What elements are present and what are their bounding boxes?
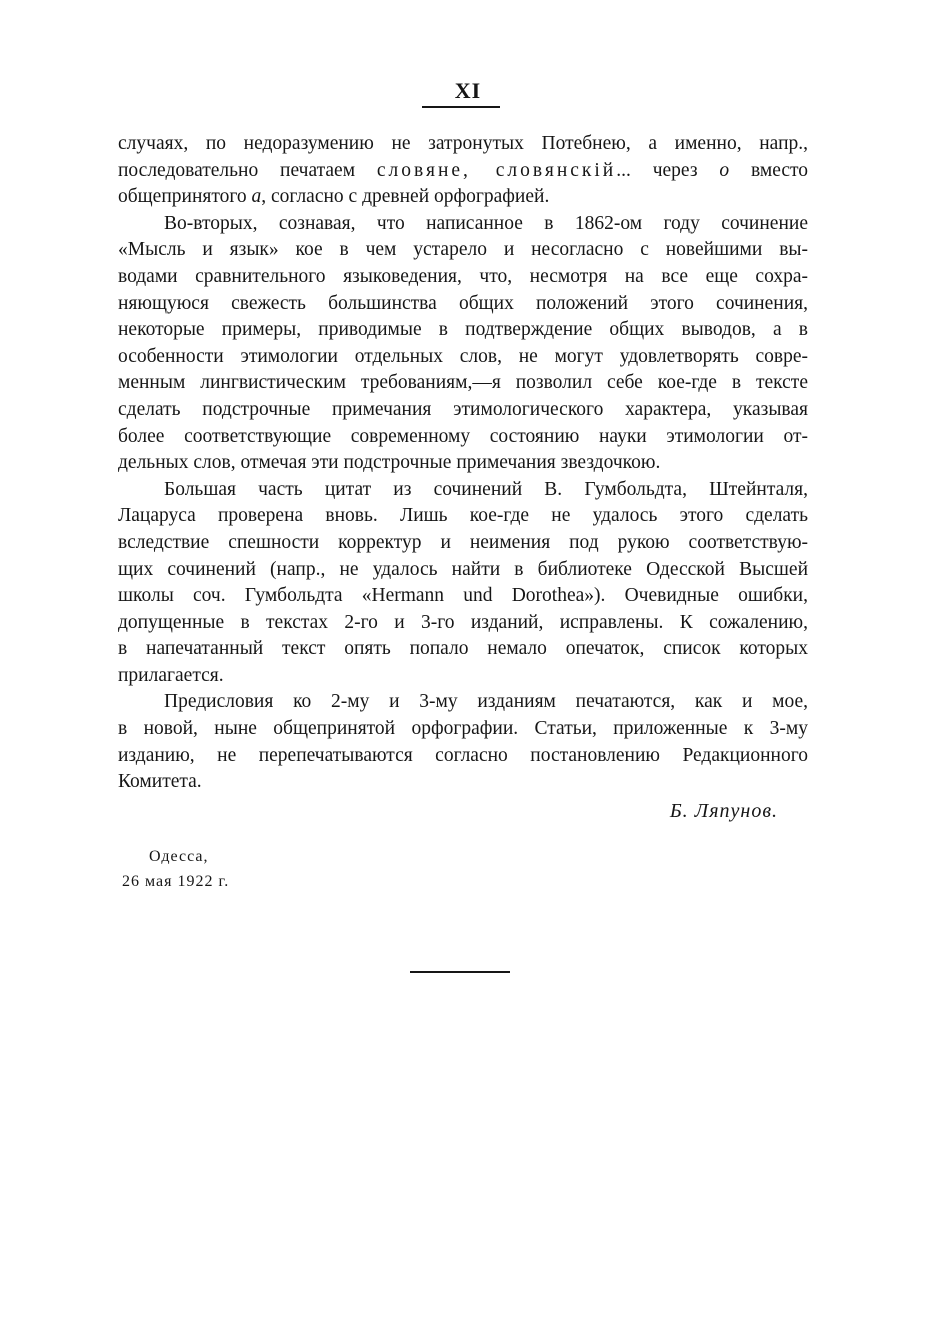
spaced-word: словяне, словянскій: [376, 159, 617, 181]
signature: Б. Ляпунов.: [669, 800, 778, 822]
paragraph-2-line: няющуюся свежесть большинства общих положений этого сочинения,: [118, 292, 808, 314]
body-text: [118, 131, 808, 796]
paragraph-2-line: водами сравнительного языковедения, что, несмотря на все еще сохра-: [118, 265, 808, 287]
text-run: вместо: [729, 159, 808, 181]
paragraph-4-line: в новой, ныне общепринятой орфографии. Статьи, приложенные к 3-му: [118, 718, 808, 740]
paragraph-3-line: в напечатанный текст опять попало немало опечаток, список которых: [118, 638, 808, 660]
paragraph-3-line: Лацаруса проверена вновь. Лишь кое-где не удалось этого сделать: [118, 505, 808, 527]
place-line: Одесса,: [149, 848, 209, 865]
text-run: ... через: [616, 159, 720, 181]
paragraph-3-line: допущенные в текстах 2-го и 3-го изданий, исправлены. К сожалению,: [118, 611, 808, 633]
paragraph-3-line: прилагается.: [118, 664, 224, 686]
paragraph-4-line: изданию, не перепечатываются согласно постановлению Редакционного: [118, 744, 808, 766]
paragraph-2-line: некоторые примеры, приводимые в подтверждение общих выводов, а в: [118, 319, 808, 341]
paragraph-2-line: менным лингвистическим требованиям,—я позволил себе кое-где в тексте: [118, 372, 808, 394]
page-number-rule: [422, 106, 500, 108]
paragraph-2-line: «Мысль и язык» кое в чем устарело и несогласно с новейшими вы-: [118, 239, 808, 261]
paragraph-3-line: щих сочинений (напр., не удалось найти в библиотеке Одесской Высшей: [118, 558, 808, 580]
page-number: XI: [454, 78, 482, 103]
end-rule: [410, 971, 510, 973]
paragraph-1-line: случаях, по недоразумению не затронутых Потебнею, а именно, напр.,: [118, 133, 808, 154]
paragraph-2-line: Во-вторых, сознавая, что написанное в 1862-ом году сочинение: [164, 212, 808, 234]
paragraph-2-line: сделать подстрочные примечания этимологического характера, указывая: [118, 398, 808, 420]
paragraph-1-line: [118, 184, 808, 211]
date-line: 26 мая 1922 г.: [122, 873, 230, 890]
paragraph-2-line: более соответствующие современному состоянию науки этимологии от-: [118, 425, 808, 447]
italic-letter: а: [251, 186, 262, 208]
text-run: последовательно печатаем: [118, 159, 377, 181]
paragraph-2-line: дельных слов, отмечая эти подстрочные примечания звездочкою.: [118, 452, 661, 474]
paragraph-1-line: [118, 158, 808, 185]
text-run: общепринятого: [118, 186, 252, 208]
paragraph-3-line: школы соч. Гумбольдта «Hermann und Dorothea»). Очевидные ошибки,: [118, 585, 808, 607]
text-run: , согласно с древней орфографией.: [261, 186, 550, 208]
paragraph-2-line: особенности этимологии отдельных слов, не могут удовлетворять совре-: [118, 345, 808, 367]
paragraph-3-line: Большая часть цитат из сочинений В. Гумбольдта, Штейнталя,: [164, 478, 808, 500]
paragraph-3-line: вследствие спешности корректур и неимения под рукою соответствую-: [118, 531, 808, 553]
italic-letter: о: [719, 159, 730, 181]
paragraph-4-line: Предисловия ко 2-му и 3-му изданиям печатаются, как и мое,: [164, 691, 808, 713]
paragraph-4-line: Комитета.: [118, 771, 202, 793]
